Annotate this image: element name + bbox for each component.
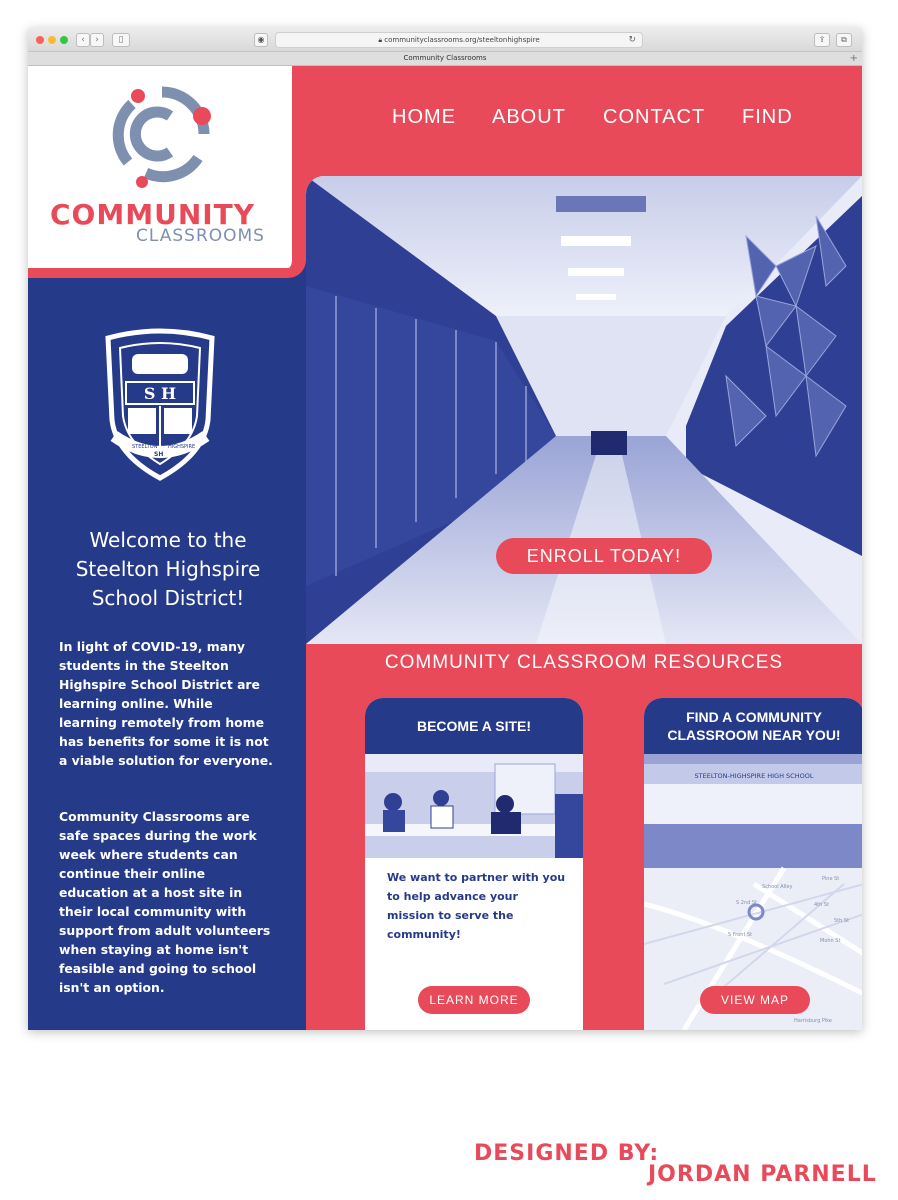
map-label-mohn-st: Mohn St bbox=[820, 938, 841, 944]
classroom-photo bbox=[365, 754, 583, 858]
learn-more-button[interactable]: LEARN MORE bbox=[418, 986, 530, 1014]
crest-banner-right: HIGHSPIRE bbox=[168, 444, 196, 450]
view-map-button[interactable]: VIEW MAP bbox=[700, 986, 810, 1014]
intro-paragraph: In light of COVID-19, many students in the Steelton Highspire School District are learning online. While learning remotely from home has benefits for some it is not a viable solution for everyone. bbox=[59, 639, 273, 768]
nav-about[interactable]: ABOUT bbox=[492, 106, 566, 128]
privacy-icon[interactable]: ◉ bbox=[254, 33, 268, 47]
share-icon[interactable]: ⇪ bbox=[814, 33, 830, 47]
nav-find[interactable]: FIND bbox=[742, 106, 793, 128]
welcome-heading: Welcome to the Steelton Highspire School District! bbox=[75, 528, 261, 610]
card-heading: BECOME A SITE! bbox=[365, 698, 583, 754]
nav-home[interactable]: HOME bbox=[392, 106, 456, 128]
web-page bbox=[28, 66, 862, 1030]
map-label-s-front-st: S Front St bbox=[728, 932, 753, 938]
browser-toolbar bbox=[28, 28, 862, 52]
map-label-harrisburg-pike: Harrisburg Pike bbox=[794, 1018, 833, 1024]
card-description: We want to partner with you to help advance your mission to serve the community! bbox=[387, 871, 566, 941]
enroll-today-button[interactable]: ENROLL TODAY! bbox=[496, 538, 712, 574]
lock-icon: 🔒︎ bbox=[378, 36, 385, 44]
nav-contact[interactable]: CONTACT bbox=[603, 106, 706, 128]
credit-line-2: JORDAN PARNELL bbox=[648, 1162, 877, 1187]
resources-title: COMMUNITY CLASSROOM RESOURCES bbox=[384, 652, 784, 673]
crest-letters: S H bbox=[143, 384, 177, 403]
logo-card[interactable] bbox=[28, 66, 306, 278]
chevron-left-icon[interactable]: ‹ bbox=[76, 33, 90, 47]
chevron-right-icon[interactable]: › bbox=[90, 33, 104, 47]
crest-banner-left: STEELTON bbox=[132, 444, 158, 450]
address-bar[interactable] bbox=[275, 32, 643, 48]
logo-wordmark-classrooms: CLASSROOMS bbox=[136, 226, 265, 246]
reload-icon[interactable]: ↻ bbox=[628, 35, 636, 45]
about-paragraph: Community Classrooms are safe spaces during the work week where students can continue their online education at a host site in their local community with support from adult volunteers when staying at home isn't feasible and going to school isn't an option. bbox=[59, 809, 271, 995]
find-classroom-card bbox=[644, 698, 862, 1030]
map-label-s-2nd-st: S 2nd St bbox=[736, 900, 758, 906]
map-label-pine-st: Pine St bbox=[822, 876, 840, 882]
card-heading: FIND A COMMUNITY CLASSROOM NEAR YOU! bbox=[644, 698, 862, 754]
school-crest-icon bbox=[98, 328, 222, 486]
logo-wordmark-community: COMMUNITY bbox=[50, 198, 256, 231]
map-label-school-alley: School Alley bbox=[762, 884, 793, 890]
sidebar-icon[interactable]: ▯ bbox=[112, 33, 130, 47]
tab-community-classrooms[interactable] bbox=[28, 52, 862, 66]
community-classrooms-logo-icon bbox=[106, 78, 218, 190]
map-label-5th-st: 5th St bbox=[834, 918, 850, 924]
credit-line-1: DESIGNED BY: bbox=[474, 1141, 660, 1166]
building-sign: STEELTON-HIGHSPIRE HIGH SCHOOL bbox=[694, 772, 814, 780]
main-nav bbox=[306, 106, 862, 136]
tab-title: Community Classrooms bbox=[403, 54, 487, 62]
map-label-4th-st: 4th St bbox=[814, 902, 830, 908]
minimize-window-button[interactable] bbox=[48, 36, 56, 44]
tabs-overview-icon[interactable]: ⧉ bbox=[836, 33, 852, 47]
new-tab-icon[interactable]: + bbox=[849, 53, 858, 64]
crest-banner-mid: SH bbox=[154, 451, 164, 458]
url-text: communityclassrooms.org/steeltonhighspire bbox=[384, 36, 540, 44]
browser-window bbox=[28, 28, 862, 1030]
become-a-site-card bbox=[365, 698, 583, 1030]
close-window-button[interactable] bbox=[36, 36, 44, 44]
zoom-window-button[interactable] bbox=[60, 36, 68, 44]
